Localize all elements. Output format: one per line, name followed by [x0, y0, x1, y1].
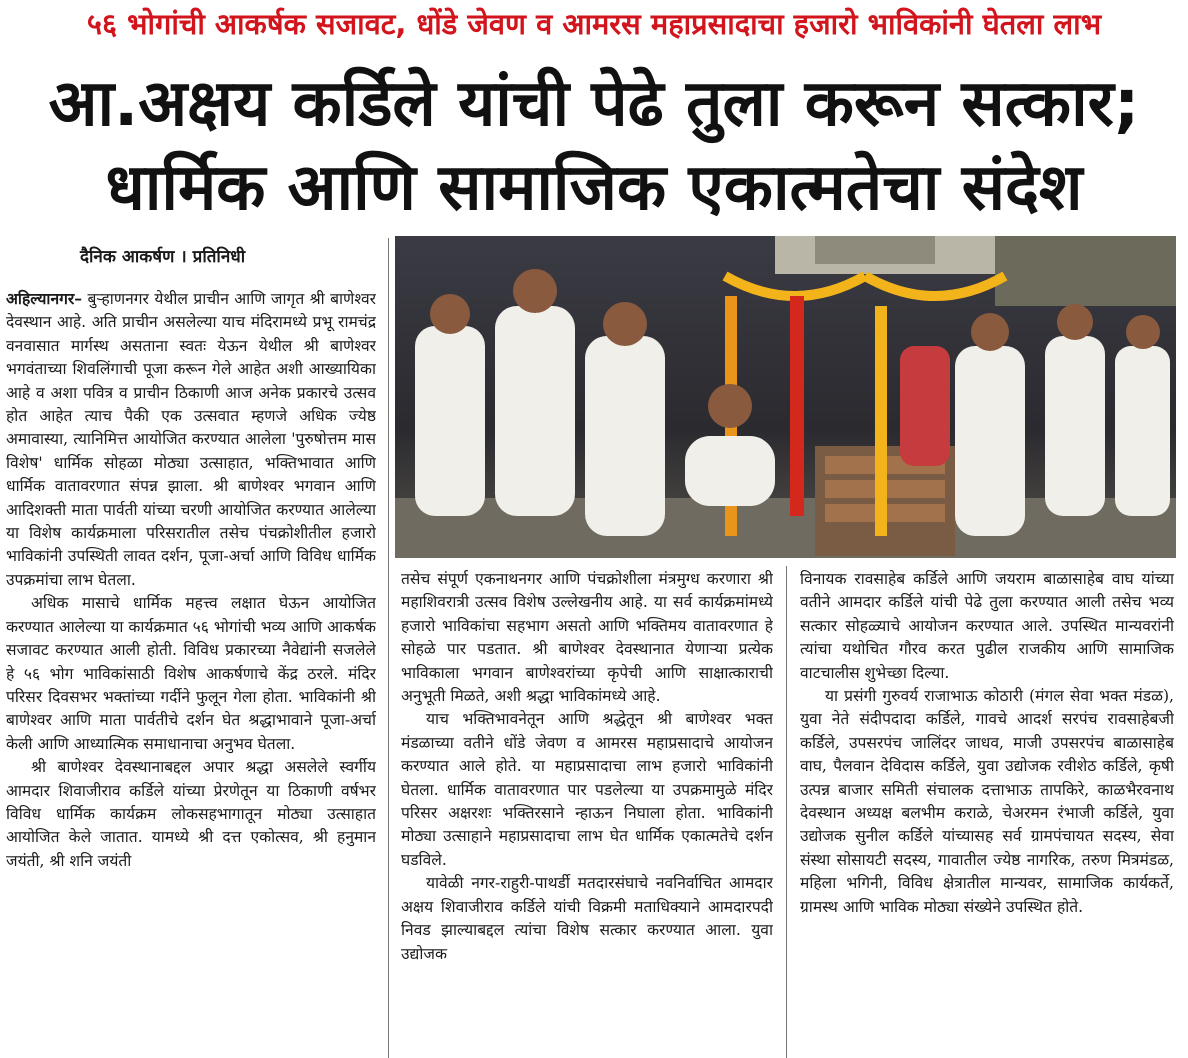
headline-line-1: आ.अक्षय कर्डिले यांची पेढे तुला करून सत्कार; [48, 67, 1140, 141]
paragraph: यावेळी नगर-राहुरी-पाथर्डी मतदारसंघाचे नवनिर्वाचित आमदार अक्षय शिवाजीराव कर्डिले यांची विक्रमी मताधिक्याने आमदारपदी निवड झाल्याबद्दल त्यांचा विशेष सत्कार करण्यात आला. युवा उद्योजक [401, 874, 773, 963]
paragraph-text: बुऱ्हाणनगर येथील प्राचीन आणि जागृत श्री बाणेश्वर देवस्थान आहे. अति प्राचीन असलेल्या याच मंदिरामध्ये प्रभू रामचंद्र वनवासात मार्गस्थ असताना स्वतः येऊन येथील श्री बाणेश्वर भगवंताच्या शिवलिंगाची पूजा करून गेले आहेत अशी आख्यायिका आहे व अशा पवित्र व प्राचीन ठिकाणी आज अनेक प्रकारचे उत्सव होत आहेत त्याच पैकी एक उत्सवात म्हणजे अधिक ज्येष्ठ अमावास्या, त्यानिमित्त आयोजित करण्यात आलेला 'पुरुषोत्तम मास विशेष' धार्मिक सोहळा मोठ्या उत्साहात, भक्तिभावात आणि धार्मिक वातावरणात संपन्न झाला. श्री बाणेश्वर भगवान आणि आदिशक्ती माता पार्वती यांच्या चरणी आयोजित करण्यात आलेल्या या विशेष कार्यक्रमाला परिसरातील तसेच पंचक्रोशीतील हजारो भाविकांनी उपस्थिती लावत दर्शन, पूजा-अर्चा आणि विविध धार्मिक उपक्रमांचा लाभ घेतला. [6, 290, 376, 589]
article-column-2 [401, 568, 773, 1058]
byline: दैनिक आकर्षण । प्रतिनिधी [80, 247, 246, 267]
event-photo [395, 236, 1176, 558]
paragraph: याच भक्तिभावनेतून आणि श्रद्धेतून श्री बाणेश्वर भक्त मंडळाच्या वतीने धोंडे जेवण व आमरस महाप्रसादाचे आयोजन करण्यात आले होते. या महाप्रसादाचा लाभ हजारो भाविकांनी घेतला. धार्मिक वातावरणात पार पडलेल्या या उपक्रमामुळे मंदिर परिसर अक्षरशः भक्तिरसाने न्हाऊन निघाला होता. भाविकांनी मोठ्या उत्साहाने महाप्रसादाचा लाभ घेत धार्मिक एकात्मतेचे दर्शन घडविले. [401, 710, 773, 869]
paragraph: तसेच संपूर्ण एकनाथनगर आणि पंचक्रोशीला मंत्रमुग्ध करणारा श्री महाशिवरात्री उत्सव विशेष उल्लेखनीय आहे. या सर्व कार्यक्रमांमध्ये हजारो भाविकांचा सहभाग असतो आणि भक्तिमय वातावरणात हे सोहळे पार पडतात. श्री बाणेश्वर देवस्थानात येणाऱ्या प्रत्येक भाविकाला भगवान बाणेश्वरांच्या कृपेची आणि साक्षात्काराची अनुभूती मिळते, अशी श्रद्धा भाविकांमध्ये आहे. [401, 570, 773, 706]
dateline: अहिल्यानगर– [6, 289, 83, 308]
column-divider [786, 566, 787, 1058]
paragraph: श्री बाणेश्वर देवस्थानाबद्दल अपार श्रद्धा असलेले स्वर्गीय आमदार शिवाजीराव कर्डिले यांच्या प्रेरणेतून या ठिकाणी वर्षभर विविध धार्मिक कार्यक्रम लोकसहभागातून मोठ्या उत्साहात आयोजित केले जातात. यामध्ये श्री दत्त एकोत्सव, श्री हनुमान जयंती, श्री शनि जयंती [6, 758, 376, 870]
kicker-headline: ५६ भोगांची आकर्षक सजावट, धोंडे जेवण व आमरस महाप्रसादाचा हजारो भाविकांनी घेतला लाभ [86, 7, 1102, 41]
headline-line-2: धार्मिक आणि सामाजिक एकात्मतेचा संदेश [105, 151, 1083, 225]
article-column-1 [6, 287, 376, 1058]
paragraph: या प्रसंगी गुरुवर्य राजाभाऊ कोठारी (मंगल सेवा भक्त मंडळ), युवा नेते संदीपदादा कर्डिले, गावचे आदर्श सरपंच रावसाहेबजी कर्डिले, उपसरपंच जालिंदर जाधव, माजी उपसरपंच बाळासाहेब वाघ, पैलवान देविदास कर्डिले, युवा उद्योजक रवीशेठ कर्डिले, कृषी उत्पन्न बाजार समिती संचालक दत्ताभाऊ तापकिरे, काळभैरवनाथ देवस्थान अध्यक्ष बलभीम कराळे, चेअरमन रंभाजी कर्डिले, युवा उद्योजक सुनील कर्डिले यांच्यासह सर्व ग्रामपंचायत सदस्य, सेवा संस्था सोसायटी सदस्य, गावातील ज्येष्ठ नागरिक, तरुण मित्रमंडळ, महिला भगिनी, विविध क्षेत्रातील मान्यवर, सामाजिक कार्यकर्ते, ग्रामस्थ आणि भाविक मोठ्या संख्येने उपस्थित होते. [800, 687, 1174, 916]
paragraph [6, 287, 376, 592]
paragraph: विनायक रावसाहेब कर्डिले आणि जयराम बाळासाहेब वाघ यांच्या वतीने आमदार कर्डिले यांची पेढे तुला करण्यात आली तसेच भव्य सत्कार सोहळ्याचे आयोजन करण्यात आले. उपस्थित मान्यवरांनी त्यांचा यथोचित गौरव करत पुढील राजकीय आणि सामाजिक वाटचालीस शुभेच्छा दिल्या. [800, 570, 1174, 682]
event-photo-icon [395, 236, 1176, 558]
column-divider [388, 238, 389, 1058]
paragraph: अधिक मासाचे धार्मिक महत्त्व लक्षात घेऊन आयोजित करण्यात आलेल्या या कार्यक्रमात ५६ भोगांची भव्य आणि आकर्षक सजावट करण्यात आली होती. विविध प्रकारच्या नैवेद्यांनी सजलेले हे ५६ भोग भाविकांसाठी विशेष आकर्षणाचे केंद्र ठरले. मंदिर परिसर दिवसभर भक्तांच्या गर्दीने फुलून गेला होता. भाविकांनी श्री बाणेश्वर आणि माता पार्वतीचे दर्शन घेत श्रद्धाभावाने पूजा-अर्चा केली आणि आध्यात्मिक समाधानाचा अनुभव घेतला. [6, 594, 376, 753]
article-column-3 [800, 568, 1174, 1058]
